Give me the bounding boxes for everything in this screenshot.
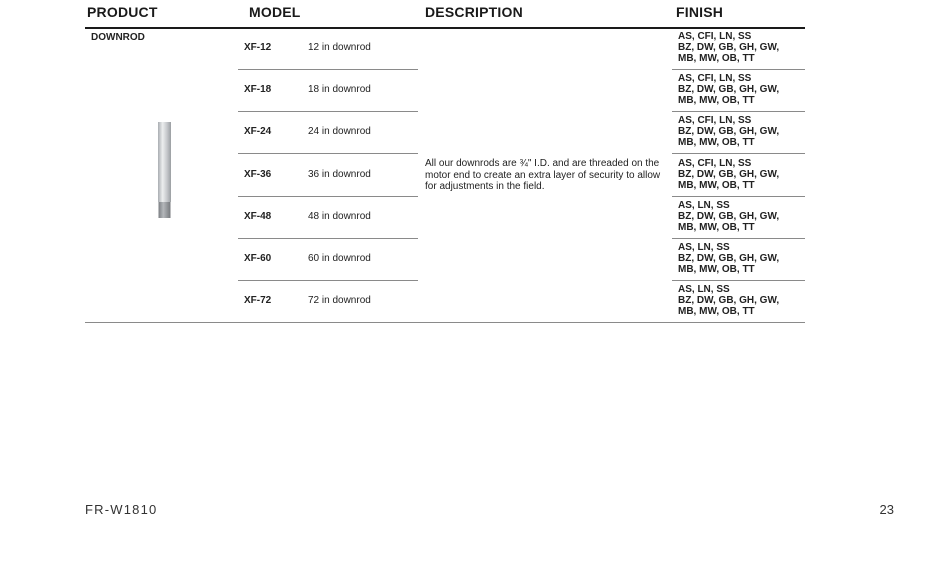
finish-cell [672,281,805,323]
table-row [238,197,418,239]
model-code: XF-12 [244,42,272,53]
header-model: MODEL [249,4,301,20]
header-finish: FINISH [676,4,724,20]
finish-cell [672,112,805,154]
finish-codes: AS, LN, SS BZ, DW, GB, GH, GW, MB, MW, OB, TT [678,199,780,233]
finish-codes: AS, LN, SS BZ, DW, GB, GH, GW, MB, MW, OB, TT [678,284,780,318]
table-row [238,112,418,154]
finish-codes: AS, CFI, LN, SS BZ, DW, GB, GH, GW, MB, MW, OB, TT [678,73,780,107]
table-row [238,155,418,197]
document-code: FR-W1810 [85,502,158,517]
finish-cell [672,155,805,197]
model-description: 72 in downrod [308,295,371,307]
finish-codes: AS, CFI, LN, SS BZ, DW, GB, GH, GW, MB, MW, OB, TT [678,31,780,64]
page-number: 23 [879,502,894,517]
table-row [238,239,418,281]
model-code: XF-60 [244,253,272,264]
model-description: 18 in downrod [308,84,371,96]
table-bottom-rule [85,322,805,323]
finish-cell [672,28,805,70]
finish-codes: AS, CFI, LN, SS BZ, DW, GB, GH, GW, MB, MW, OB, TT [678,115,780,149]
finish-cell [672,239,805,281]
model-code: XF-48 [244,210,272,222]
table-row [238,281,418,323]
finish-codes: AS, LN, SS BZ, DW, GB, GH, GW, MB, MW, OB, TT [678,242,780,275]
finish-codes: AS, CFI, LN, SS BZ, DW, GB, GH, GW, MB, MW, OB, TT [678,157,780,191]
header-description: DESCRIPTION [425,4,523,20]
model-description: 60 in downrod [308,253,371,264]
description-text: All our downrods are ¾" I.D. and are threaded on the motor end to create an extra layer of security to allow for adjustments in the field. [425,158,661,192]
model-description: 12 in downrod [308,42,371,53]
model-description: 48 in downrod [308,210,371,222]
model-description: 36 in downrod [308,168,371,180]
header-product: PRODUCT [87,4,158,20]
model-code: XF-24 [244,126,272,138]
product-label: DOWNROD [91,32,145,43]
model-code: XF-36 [244,168,272,180]
finish-cell [672,197,805,239]
model-code: XF-72 [244,295,272,307]
table-row [238,70,418,112]
model-code: XF-18 [244,84,272,96]
downrod-image [157,122,172,218]
finish-cell [672,70,805,112]
table-row [238,28,418,70]
model-description: 24 in downrod [308,126,371,138]
